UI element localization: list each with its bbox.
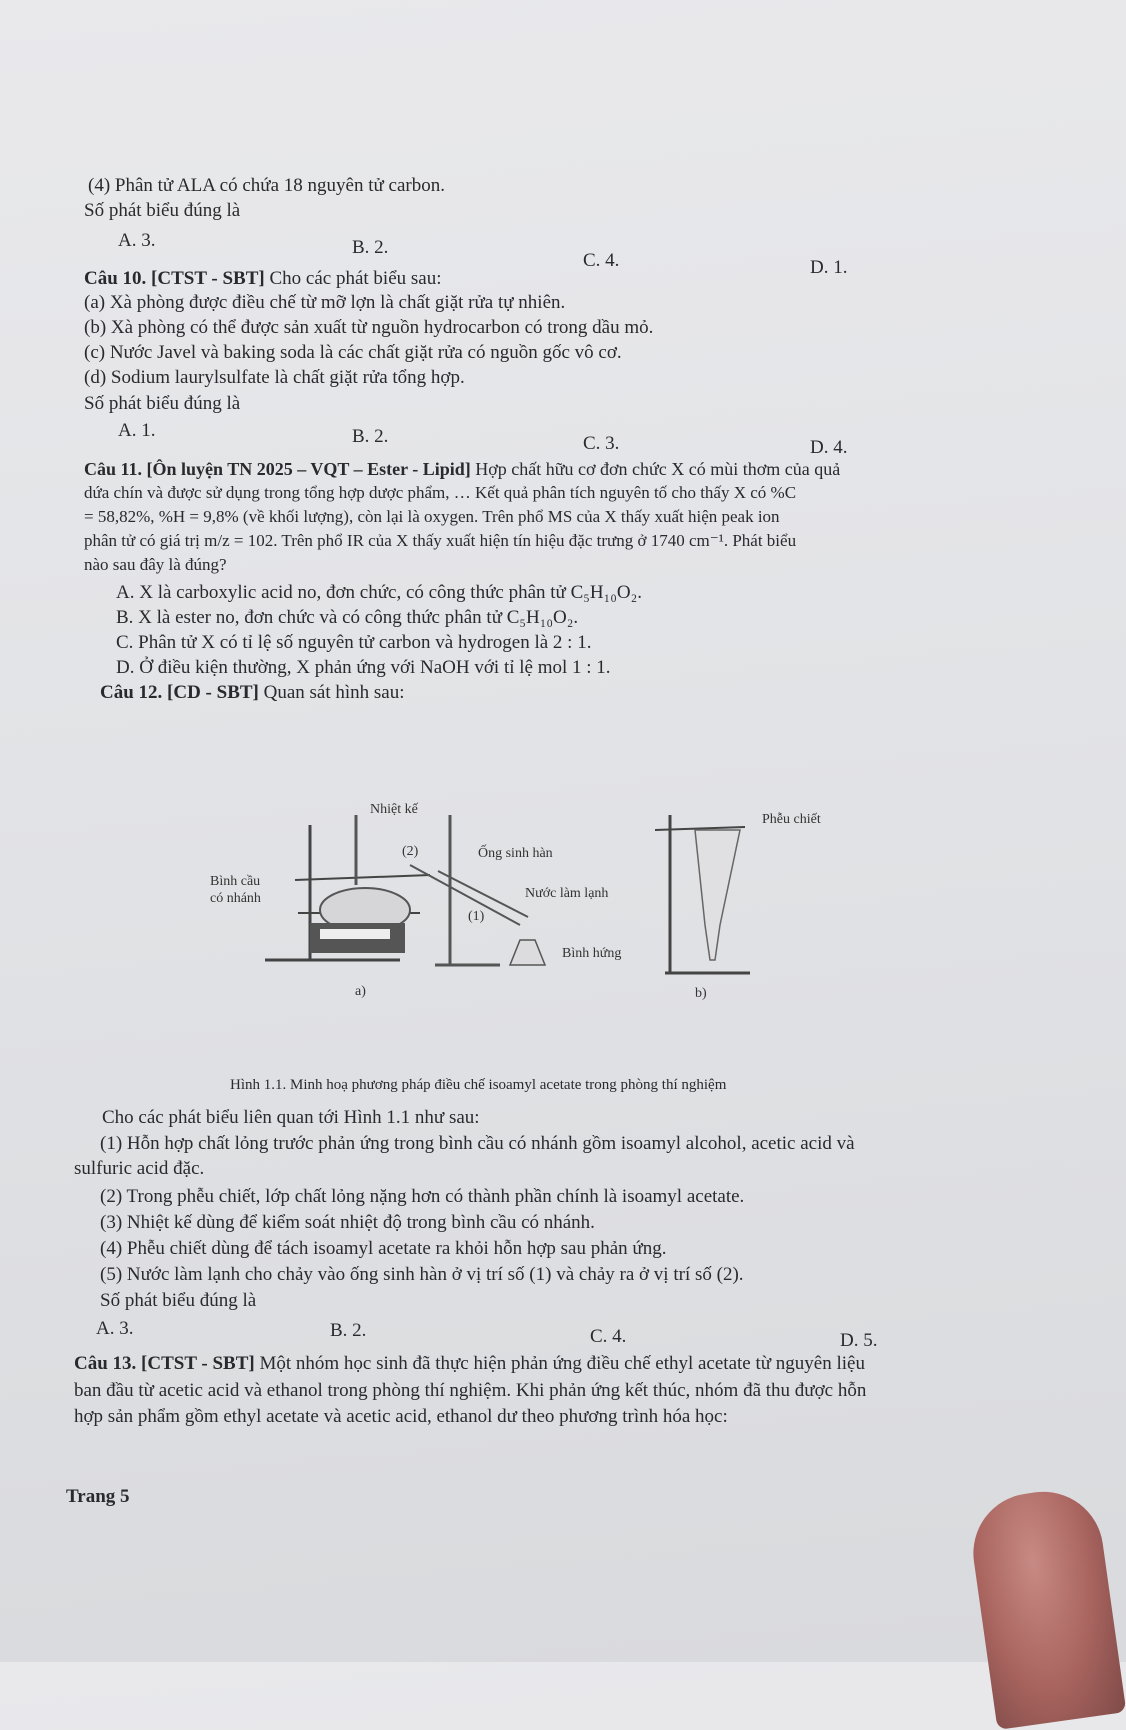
q12-intro2: Cho các phát biểu liên quan tới Hình 1.1 như sau: <box>102 1107 480 1128</box>
q13-line-1 <box>74 1353 865 1375</box>
q11-text-5: nào sau đây là đúng? <box>84 555 227 574</box>
label-condenser: Ống sinh hàn <box>478 846 553 861</box>
q12-prompt: Số phát biểu đúng là <box>100 1290 257 1311</box>
q12-head: Câu 12. [CD - SBT] <box>100 682 259 703</box>
apparatus-figure <box>210 802 910 1060</box>
q12-intro: Quan sát hình sau: <box>263 682 405 703</box>
q11-option-b: B. X là ester no, đơn chức và có công thức phân tử C₅H₁₀O₂. <box>116 607 579 628</box>
q13-text-2: ban đầu từ acetic acid và ethanol trong phòng thí nghiệm. Khi phản ứng kết thúc, nhóm đã thu được hỗn <box>74 1380 867 1401</box>
q10-option-a: A. 1. <box>118 420 156 441</box>
q12-statement-1a: (1) Hỗn hợp chất lỏng trước phản ứng trong bình cầu có nhánh gồm isoamyl alcohol, acetic acid và <box>100 1133 855 1154</box>
q11-text-2: dứa chín và được sử dụng trong tổng hợp dược phẩm, … Kết quả phân tích nguyên tố cho thấy X có %C <box>84 483 797 502</box>
label-a: a) <box>355 984 366 999</box>
q12-option-a: A. 3. <box>96 1318 134 1339</box>
q10-prompt: Số phát biểu đúng là <box>84 393 241 414</box>
q10-option-d: D. 4. <box>810 437 848 458</box>
q9-option-a: A. 3. <box>118 230 156 251</box>
q10-statement-a: (a) Xà phòng được điều chế từ mỡ lợn là chất giặt rửa tự nhiên. <box>84 292 566 313</box>
q13-head: Câu 13. [CTST - SBT] <box>74 1353 255 1374</box>
q12-option-d: D. 5. <box>840 1330 878 1351</box>
q11-line-1 <box>84 458 840 480</box>
q12-line <box>100 682 405 704</box>
q12-statement-5: (5) Nước làm lạnh cho chảy vào ống sinh hàn ở vị trí số (1) và chảy ra ở vị trí số (2). <box>100 1264 744 1285</box>
q12-statement-2: (2) Trong phễu chiết, lớp chất lỏng nặng hơn có thành phần chính là isoamyl acetate. <box>100 1186 745 1207</box>
q10-statement-b: (b) Xà phòng có thể được sản xuất từ nguồn hydrocarbon có trong dầu mỏ. <box>84 317 654 338</box>
label-cold-water: Nước làm lạnh <box>525 886 609 901</box>
q11-text-3: = 58,82%, %H = 9,8% (về khối lượng), còn lại là oxygen. Trên phổ MS của X thấy xuất hiện peak ion <box>84 507 780 526</box>
condenser-icon <box>410 815 528 965</box>
q9-option-c: C. 4. <box>583 250 620 271</box>
label-receiver: Bình hứng <box>562 946 622 961</box>
q9-statement-4: (4) Phân tử ALA có chứa 18 nguyên tử carbon. <box>88 175 445 196</box>
page-number: Trang 5 <box>66 1486 130 1507</box>
q12-statement-3: (3) Nhiệt kế dùng để kiểm soát nhiệt độ trong bình cầu có nhánh. <box>100 1212 595 1233</box>
q10-statement-d: (d) Sodium laurylsulfate là chất giặt rửa tổng hợp. <box>84 367 465 388</box>
q13-text-1: Một nhóm học sinh đã thực hiện phản ứng điều chế ethyl acetate từ nguyên liệu <box>259 1353 865 1374</box>
q11-text-1: Hợp chất hữu cơ đơn chức X có mùi thơm của quả <box>475 459 841 479</box>
q9-option-b: B. 2. <box>352 237 389 258</box>
label-b: b) <box>695 986 707 1001</box>
q12-option-c: C. 4. <box>590 1326 627 1347</box>
q12-statement-4: (4) Phễu chiết dùng để tách isoamyl acetate ra khỏi hỗn hợp sau phản ứng. <box>100 1238 667 1259</box>
q10-statement-c: (c) Nước Javel và baking soda là các chất giặt rửa có nguồn gốc vô cơ. <box>84 342 622 363</box>
label-1: (1) <box>468 909 485 924</box>
q9-option-d: D. 1. <box>810 257 848 278</box>
q12-option-b: B. 2. <box>330 1320 367 1341</box>
q11-option-a: A. X là carboxylic acid no, đơn chức, có công thức phân tử C₅H₁₀O₂. <box>116 582 642 603</box>
label-flask-2: có nhánh <box>210 891 261 906</box>
q10-option-c: C. 3. <box>583 433 620 454</box>
figure-caption: Hình 1.1. Minh hoạ phương pháp điều chế isoamyl acetate trong phòng thí nghiệm <box>230 1077 727 1093</box>
q11-text-4: phân tử có giá trị m/z = 102. Trên phổ IR của X thấy xuất hiện tín hiệu đặc trưng ở 1740 cm⁻¹. Phát biểu <box>84 531 797 550</box>
label-2: (2) <box>402 844 419 859</box>
q10-intro: Cho các phát biểu sau: <box>269 268 442 289</box>
q11-option-d: D. Ở điều kiện thường, X phản ứng với NaOH với tỉ lệ mol 1 : 1. <box>116 657 611 678</box>
q10-option-b: B. 2. <box>352 426 389 447</box>
finger-photo-artifact <box>966 1484 1126 1730</box>
q12-statement-1b: sulfuric acid đặc. <box>74 1158 205 1179</box>
label-thermometer: Nhiệt kế <box>370 802 418 817</box>
receiver-flask-icon <box>510 940 545 965</box>
separatory-funnel-icon <box>695 830 740 960</box>
label-flask-1: Bình cầu <box>210 874 261 889</box>
q11-head: Câu 11. [Ôn luyện TN 2025 – VQT – Ester - Lipid] <box>84 459 471 479</box>
q10-head: Câu 10. [CTST - SBT] <box>84 268 265 289</box>
label-funnel: Phễu chiết <box>762 812 821 827</box>
q9-prompt: Số phát biểu đúng là <box>84 200 241 221</box>
q10-line <box>84 268 442 290</box>
q13-text-3: hợp sản phẩm gồm ethyl acetate và acetic acid, ethanol dư theo phương trình hóa học: <box>74 1406 728 1427</box>
q11-option-c: C. Phân tử X có tỉ lệ số nguyên tử carbon và hydrogen là 2 : 1. <box>116 632 592 653</box>
